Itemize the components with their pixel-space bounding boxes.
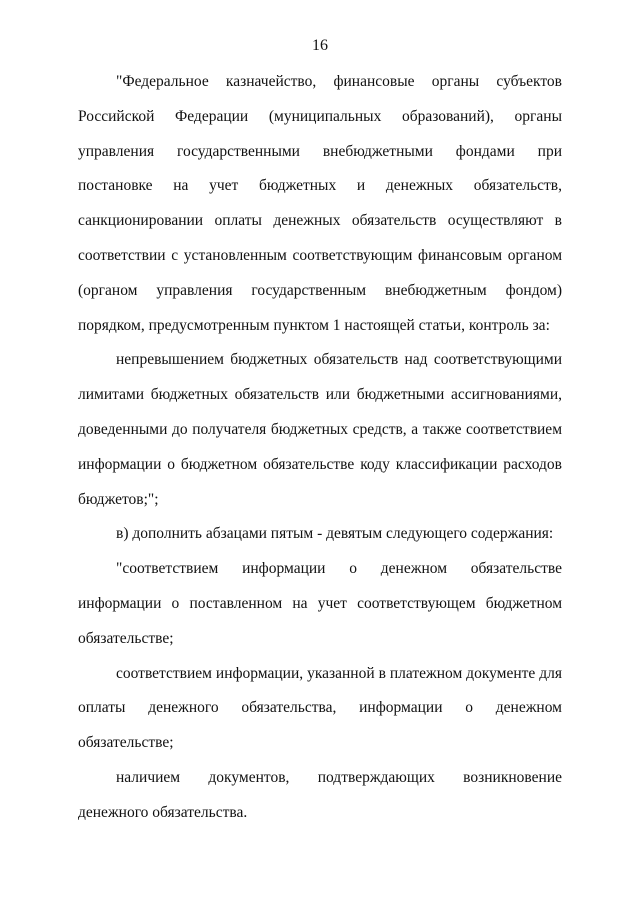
paragraph-federal-treasury-control: "Федеральное казначейство, финансовые органы субъектов Российской Федерации (муниципальных образований), органы управления государственными внебюджетными фондами при постановке на учет бюджетных и денежных обязательств, санкционировании оплаты денежных обязательств осуществляют в соответствии с установленным соответствующим финансовым органом (органом управления государственным внебюджетным фондом) порядком, предусмотренным пунктом 1 настоящей статьи, контроль за: — [78, 73, 562, 334]
paragraph-payment-document-match: соответствием информации, указанной в платежном документе для оплаты денежного обязательства, информации о денежном обязательстве; — [78, 664, 562, 752]
paragraph-budget-obligations-limit: непревышением бюджетных обязательств над соответствующими лимитами бюджетных обязательств или бюджетными ассигнованиями, доведенными до получателя бюджетных средств, а также соответствием информации о бюджетном обязательстве коду классификации расходов бюджетов;"; — [78, 351, 562, 508]
document-body — [78, 65, 562, 831]
paragraph-monetary-obligation-match: "соответствием информации о денежном обязательстве информации о поставленном на учет соответствующем бюджетном обязательстве; — [78, 560, 562, 647]
paragraph-amendment-instruction: в) дополнить абзацами пятым - девятым следующего содержания: — [116, 525, 554, 543]
paragraph-supporting-documents: наличием документов, подтверждающих возникновение денежного обязательства. — [78, 768, 562, 821]
page-number: 16 — [312, 37, 328, 54]
